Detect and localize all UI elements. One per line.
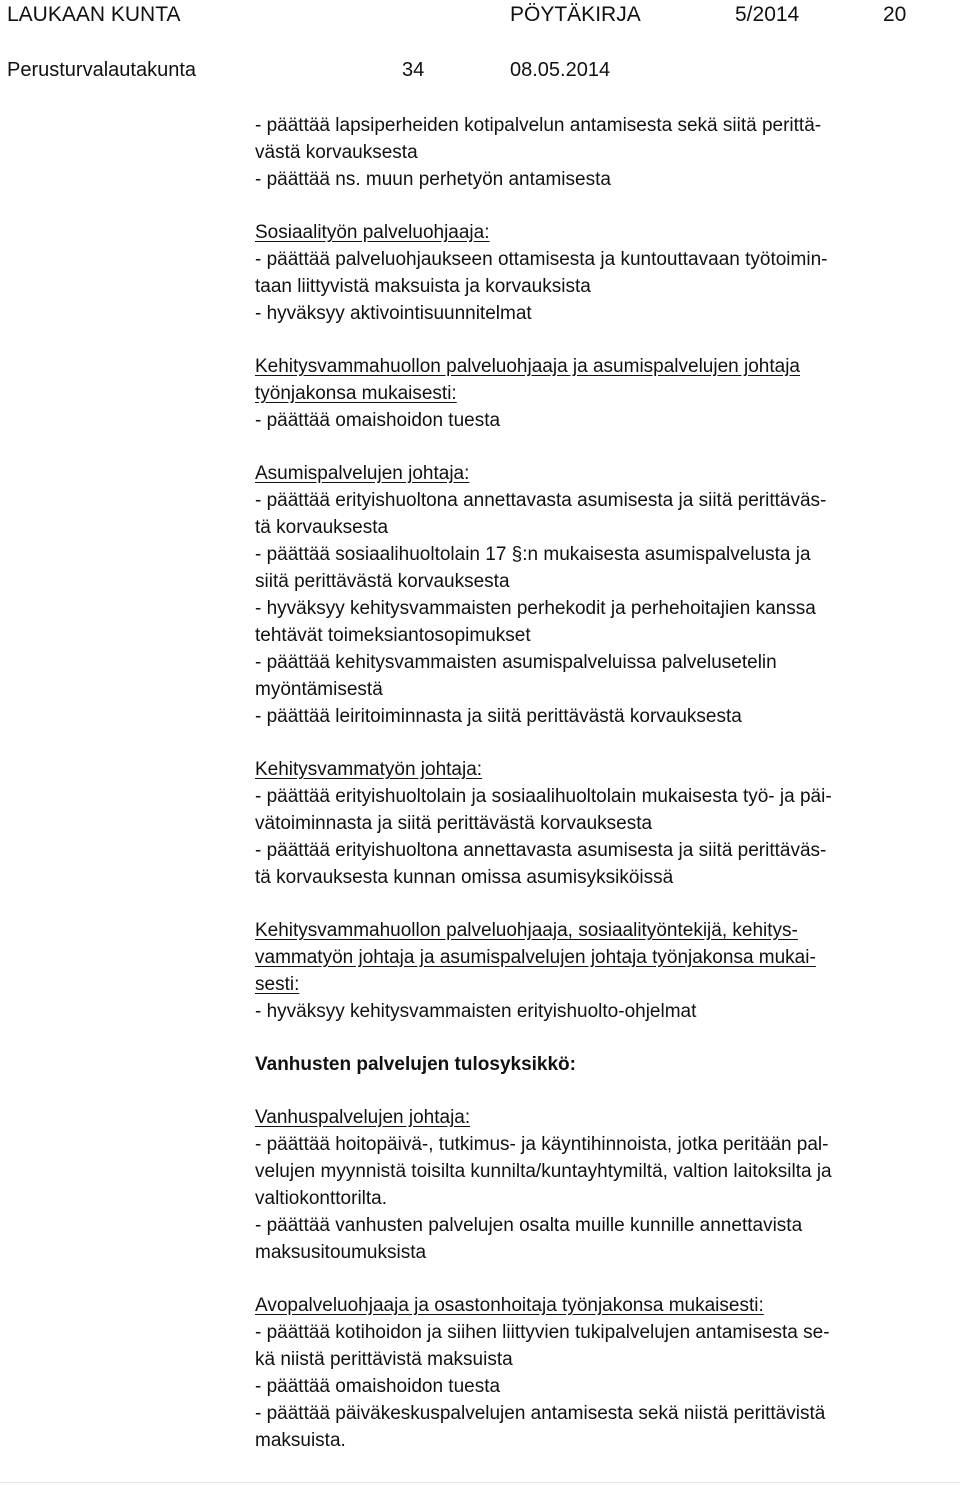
body-line: - päättää palveluohjaukseen ottamisesta ja kuntouttavaan työtoimin- — [255, 249, 828, 270]
body-line: - päättää erityishuoltona annettavasta asumisesta ja siitä perittäväs- — [255, 840, 827, 861]
body-line: tä korvauksesta — [255, 517, 389, 538]
section-heading: sesti: — [255, 974, 300, 995]
body-line: siitä perittävästä korvauksesta — [255, 571, 510, 592]
body-line: kä niistä perittävistä maksuista — [255, 1349, 513, 1370]
body-line: västä korvauksesta — [255, 142, 418, 163]
body-line: - päättää vanhusten palvelujen osalta muille kunnille annettavista — [255, 1215, 803, 1236]
body-line: valtiokonttorilta. — [255, 1188, 388, 1209]
document-type: PÖYTÄKIRJA — [510, 3, 641, 26]
committee-name: Perusturvalautakunta — [7, 59, 197, 81]
section-heading: työnjakonsa mukaisesti: — [255, 383, 457, 404]
section-heading: Asumispalvelujen johtaja: — [255, 463, 470, 484]
body-line: - päättää päiväkeskuspalvelujen antamisesta sekä niistä perittävistä — [255, 1403, 826, 1424]
body-line: maksuista. — [255, 1430, 346, 1451]
body-line: myöntämisestä — [255, 679, 383, 700]
body-line: - päättää kehitysvammaisten asumispalveluissa palvelusetelin — [255, 652, 777, 673]
section-heading: Vanhuspalvelujen johtaja: — [255, 1107, 471, 1128]
body-line: - päättää ns. muun perhetyön antamisesta — [255, 169, 611, 190]
body-line: - hyväksyy aktivointisuunnitelmat — [255, 303, 532, 324]
section-heading: Avopalveluohjaaja ja osastonhoitaja työnjakonsa mukaisesti: — [255, 1295, 764, 1316]
section-heading: Sosiaalityön palveluohjaaja: — [255, 222, 490, 243]
body-line: - päättää lapsiperheiden kotipalvelun antamisesta sekä siitä perittä- — [255, 115, 822, 136]
body-line: - hyväksyy kehitysvammaisten erityishuolto-ohjelmat — [255, 1001, 697, 1022]
body-line: velujen myynnistä toisilta kunnilta/kuntayhtymiltä, valtion laitoksilta ja — [255, 1161, 832, 1182]
section-heading: Kehitysvammahuollon palveluohjaaja, sosiaalityöntekijä, kehitys- — [255, 920, 798, 941]
municipality-name: LAUKAAN KUNTA — [7, 3, 181, 26]
body-line: maksusitoumuksista — [255, 1242, 427, 1263]
body-line: - päättää sosiaalihuoltolain 17 §:n mukaisesta asumispalvelusta ja — [255, 544, 811, 565]
meeting-date: 08.05.2014 — [510, 59, 611, 81]
body-line: vätoiminnasta ja siitä perittävästä korvauksesta — [255, 813, 653, 834]
page-number: 20 — [883, 3, 907, 26]
body-line: tä korvauksesta kunnan omissa asumisyksiköissä — [255, 867, 674, 888]
section-heading: vammatyön johtaja ja asumispalvelujen johtaja työnjakonsa mukai- — [255, 947, 816, 968]
section-heading: Kehitysvammahuollon palveluohjaaja ja asumispalvelujen johtaja — [255, 356, 800, 377]
body-line: - päättää leiritoiminnasta ja siitä perittävästä korvauksesta — [255, 706, 742, 727]
body-line: - päättää erityishuoltona annettavasta asumisesta ja siitä perittäväs- — [255, 490, 827, 511]
body-line: - hyväksyy kehitysvammaisten perhekodit ja perhehoitajien kanssa — [255, 598, 816, 619]
body-line: tehtävät toimeksiantosopimukset — [255, 625, 531, 646]
body-line: - päättää erityishuoltolain ja sosiaalihuoltolain mukaisesta työ- ja päi- — [255, 786, 832, 807]
document-number: 5/2014 — [735, 3, 800, 26]
unit-heading: Vanhusten palvelujen tulosyksikkö: — [255, 1054, 576, 1075]
body-line: - päättää omaishoidon tuesta — [255, 410, 501, 431]
body-line: taan liittyvistä maksuista ja korvauksista — [255, 276, 591, 297]
page-bottom-divider — [0, 1482, 960, 1483]
body-line: - päättää omaishoidon tuesta — [255, 1376, 501, 1397]
body-line: - päättää hoitopäivä-, tutkimus- ja käyntihinnoista, jotka peritään pal- — [255, 1134, 829, 1155]
section-heading: Kehitysvammatyön johtaja: — [255, 759, 483, 780]
section-number: 34 — [402, 59, 425, 81]
body-line: - päättää kotihoidon ja siihen liittyvien tukipalvelujen antamisesta se- — [255, 1322, 830, 1343]
